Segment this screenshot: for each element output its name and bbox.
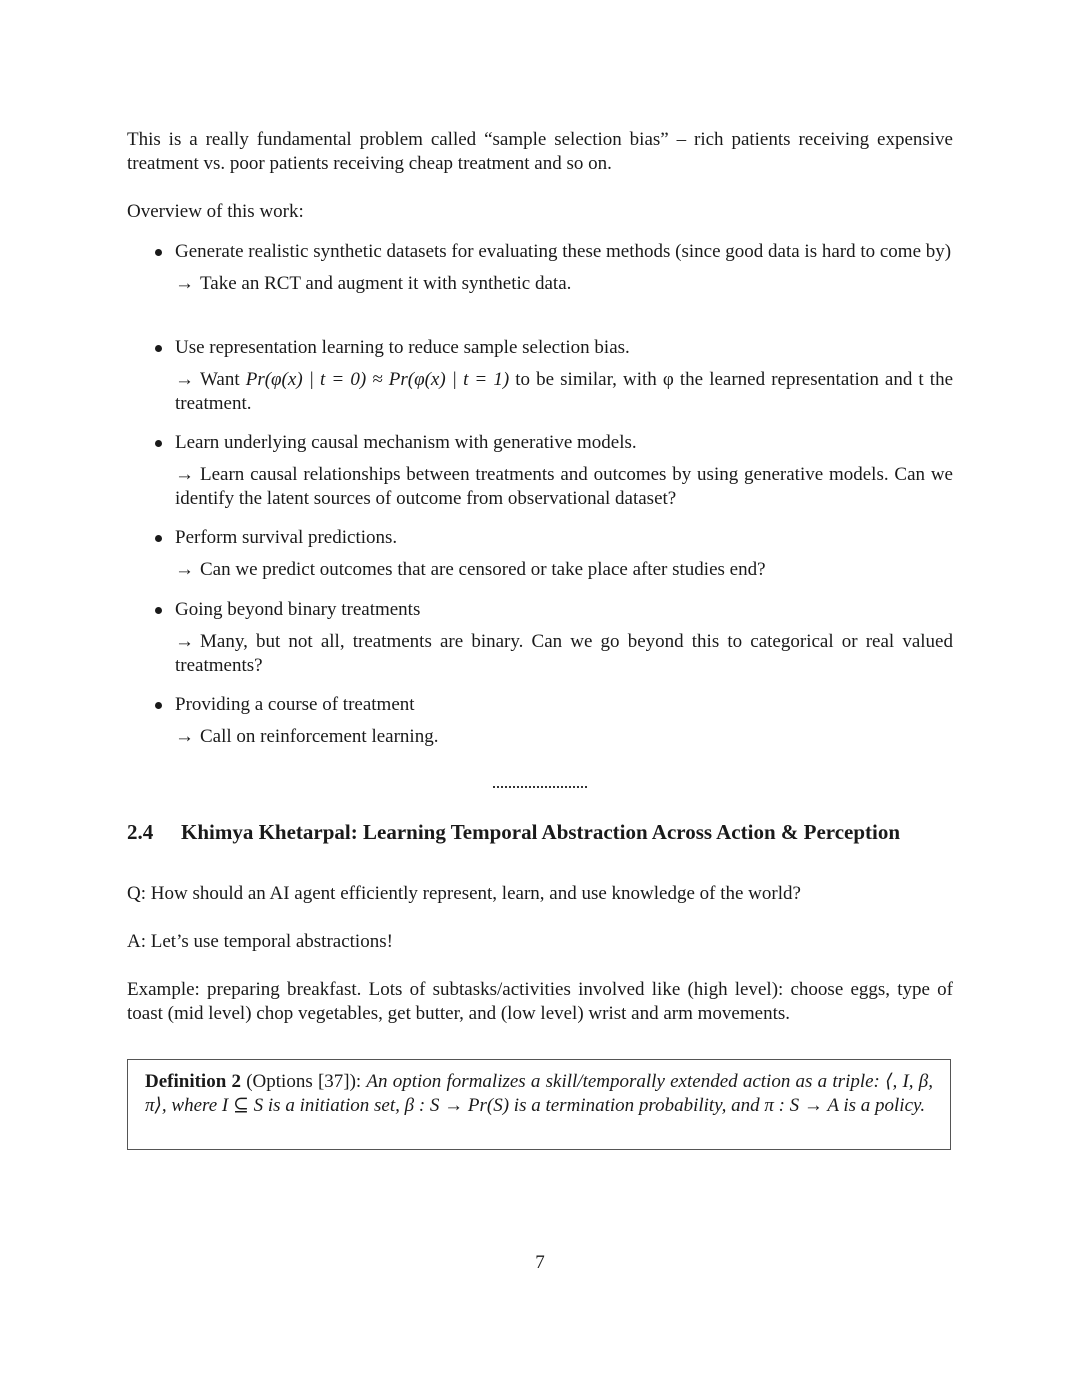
bullet-sub-text: → Want Pr(φ(x) | t = 0) ≈ Pr(φ(x) | t = 1) to be similar, with φ the learned representation and t the treatment. (175, 369, 953, 414)
bullet-sub-text: → Take an RCT and augment it with synthetic data. (175, 273, 572, 294)
arrow-icon: → (175, 273, 194, 294)
bullet-sub-text: → Learn causal relationships between treatments and outcomes by using generative models. Can we identify the latent sources of outcome from observational dataset? (175, 464, 953, 509)
bullet-dot-icon (155, 249, 162, 256)
bullet-main-text: Perform survival predictions. (175, 527, 398, 548)
bullet-item (155, 240, 953, 296)
bullet-item (155, 336, 953, 416)
definition-body: An option formalizes a skill/temporally extended action as a triple: ⟨, I, β, π⟩, where I ⊆ S is a initiation set, β : S → Pr(S) is a termination probability, and π : S → A is a policy. (145, 1071, 933, 1116)
bullet-dot-icon (155, 345, 162, 352)
answer-text: A: Let’s use temporal abstractions! (127, 931, 393, 952)
overview-label: Overview of this work: (127, 201, 304, 222)
bullet-main-text: Use representation learning to reduce sample selection bias. (175, 337, 630, 358)
section-title: Khimya Khetarpal: Learning Temporal Abstraction Across Action & Perception (181, 820, 901, 844)
arrow-icon: → (175, 631, 194, 652)
bullet-main-text: Learn underlying causal mechanism with generative models. (175, 432, 637, 453)
bullet-item (155, 598, 953, 678)
bullet-item (155, 526, 953, 582)
question-text: Q: How should an AI agent efficiently represent, learn, and use knowledge of the world? (127, 883, 801, 904)
bullet-main-text: Providing a course of treatment (175, 694, 415, 715)
definition-label: Definition 2 (145, 1071, 241, 1092)
bullet-main-text: Generate realistic synthetic datasets for evaluating these methods (since good data is hard to come by) (175, 241, 952, 262)
arrow-icon: → (175, 464, 194, 485)
bullet-item (155, 431, 953, 511)
section-heading (127, 820, 953, 845)
page-number: 7 (535, 1252, 545, 1273)
math-expression: Pr(φ(x) | t = 0) ≈ Pr(φ(x) | t = 1) (245, 369, 510, 390)
arrow-icon: → (175, 726, 194, 747)
bullet-item (155, 693, 953, 749)
bullet-dot-icon (155, 702, 162, 709)
bullet-sub-text: → Call on reinforcement learning. (175, 726, 439, 747)
intro-paragraph: This is a really fundamental problem called “sample selection bias” – rich patients receiving expensive treatment vs. poor patients receiving cheap treatment and so on. (127, 129, 953, 174)
example-paragraph: Example: preparing breakfast. Lots of subtasks/activities involved like (high level): choose eggs, type of toast (mid level) chop vegetables, get butter, and (low level) wrist and arm movements. (127, 979, 953, 1024)
section-separator (493, 786, 587, 788)
bullet-sub-text: → Many, but not all, treatments are binary. Can we go beyond this to categorical or real valued treatments? (175, 631, 953, 676)
bullet-sub-text: → Can we predict outcomes that are censored or take place after studies end? (175, 559, 766, 580)
bullet-main-text: Going beyond binary treatments (175, 599, 421, 620)
arrow-icon: → (175, 559, 194, 580)
definition-box (127, 1059, 951, 1150)
bullet-dot-icon (155, 535, 162, 542)
bullet-dot-icon (155, 440, 162, 447)
definition-ref: (Options [37]): (241, 1071, 367, 1092)
section-number: 2.4 (127, 820, 154, 844)
arrow-icon: → (175, 369, 194, 390)
bullet-dot-icon (155, 607, 162, 614)
